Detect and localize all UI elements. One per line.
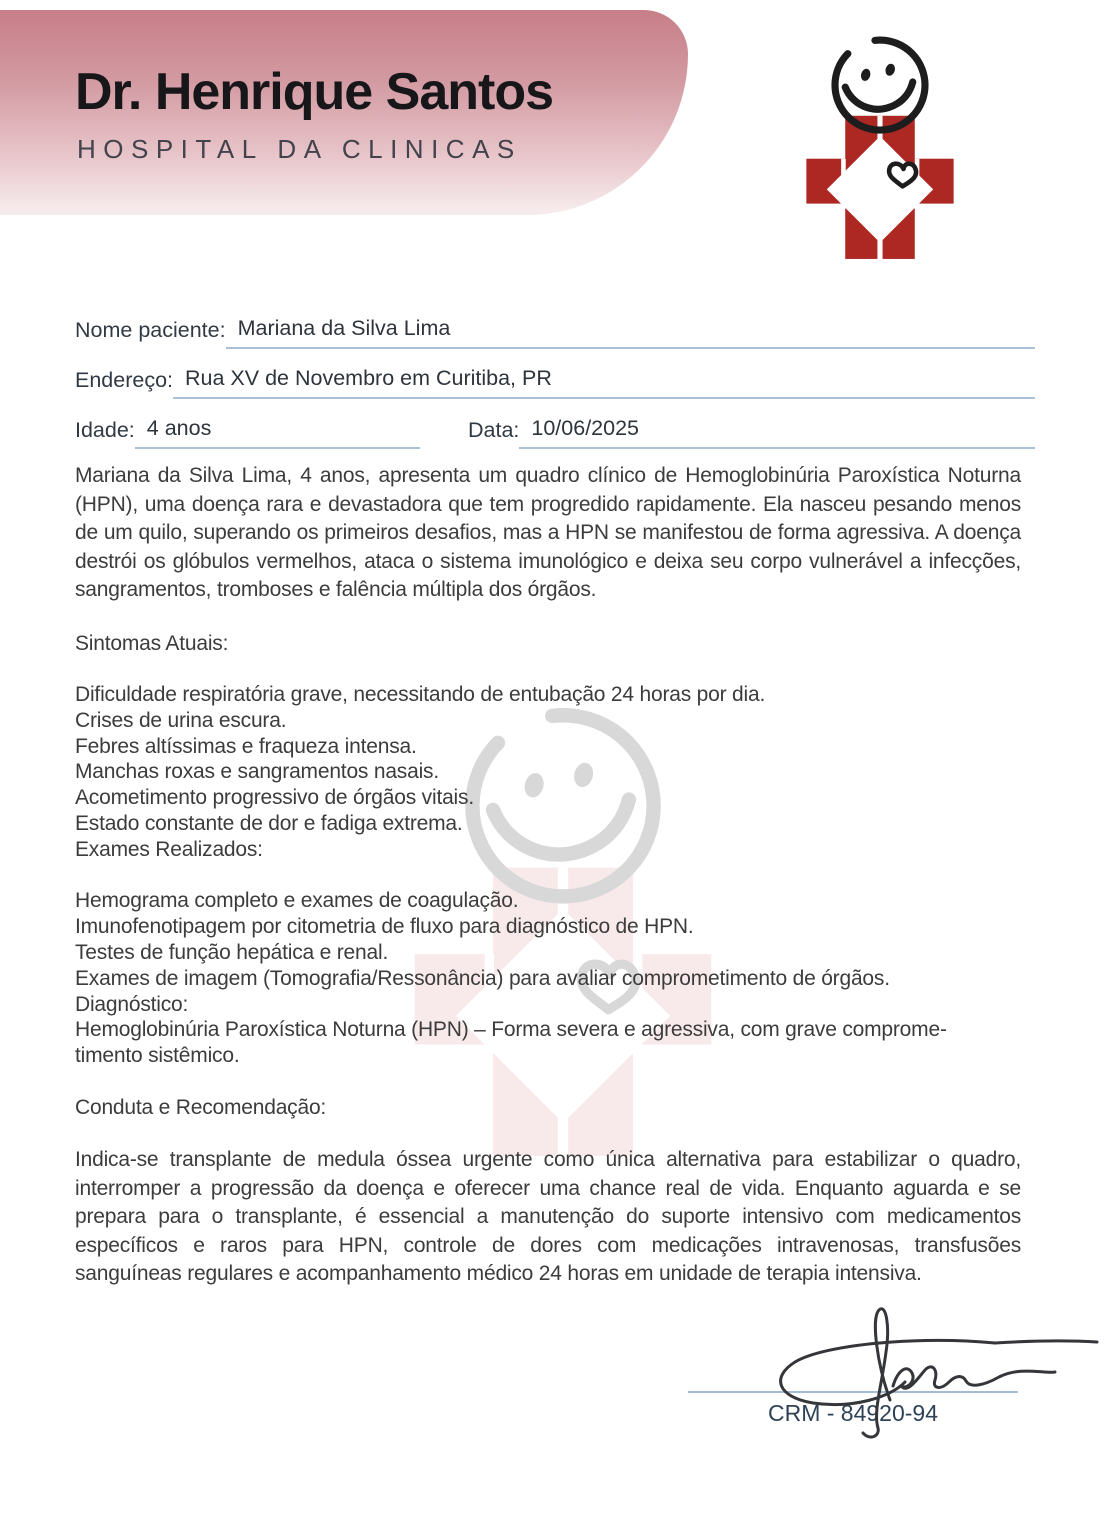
field-value-nome: Mariana da Silva Lima — [226, 316, 1035, 349]
patient-fields — [75, 316, 1035, 466]
logo-svg — [798, 36, 962, 261]
doctor-signature-icon — [755, 1302, 1104, 1447]
field-value-data: 10/06/2025 — [519, 416, 1035, 449]
field-value-endereco: Rua XV de Novembro em Curitiba, PR — [173, 366, 1035, 399]
letterhead-header — [0, 10, 688, 215]
crm-number: CRM - 84920-94 — [767, 1400, 939, 1426]
field-row-nome — [75, 316, 1035, 349]
exam-line: Imunofenotipagem por citometria de fluxo para diagnóstico de HPN. — [75, 915, 694, 939]
exam-line: Hemograma completo e exames de coagulação. — [75, 889, 519, 913]
diagnosis-line: Hemoglobinúria Paroxística Noturna (HPN) – Forma severa e agressiva, com grave comprome- — [75, 1018, 947, 1042]
hospital-name: HOSPITAL DA CLINICAS — [77, 134, 522, 164]
conduct-paragraph: Indica-se transplante de medula óssea urgente como única alternativa para estabilizar o quadro, interromper a progressão da doença e oferecer uma chance real de vida. Enquanto aguarda e se prepara para o transplante, é essencial a manutenção do suporte intensivo com medicamentos específicos e raros para HPN, controle de dores com medicações intravenosas, transfusões sanguíneas regulares e acompanhamento médico 24 horas em unidade de terapia intensiva. — [75, 1148, 1021, 1286]
symptom-line: Acometimento progressivo de órgãos vitais. — [75, 786, 474, 810]
field-cell-data — [468, 416, 1035, 449]
conduct-heading: Conduta e Recomendação: — [75, 1095, 327, 1119]
diagnosis-line: timento sistêmico. — [75, 1044, 240, 1068]
field-row-idade-data — [75, 416, 1035, 449]
intro-paragraph: Mariana da Silva Lima, 4 anos, apresenta um quadro clínico de Hemoglobinúria Paroxística Noturna (HPN), uma doença rara e devastadora que tem progredido rapidamente. Ela nasceu pesando menos de um quilo, superando os primeiros desafios, mas a HPN se manifestou de forma agressiva. A doença destrói os glóbulos vermelhos, ataca o sistema imunológico e deixa seu corpo vulnerável a infecções, sangramentos, tromboses e falência múltipla dos órgãos. — [75, 464, 1021, 601]
diagnosis-heading: Diagnóstico: — [75, 992, 189, 1016]
doctor-name: Dr. Henrique Santos — [75, 63, 553, 121]
signature-svg — [755, 1302, 1104, 1447]
symptom-line: Dificuldade respiratória grave, necessitando de entubação 24 horas por dia. — [75, 683, 766, 707]
symptom-line: Febres altíssimas e fraqueza intensa. — [75, 734, 417, 758]
symptom-line: Manchas roxas e sangramentos nasais. — [75, 760, 439, 784]
symptom-line: Estado constante de dor e fadiga extrema. — [75, 812, 463, 836]
exam-line: Testes de função hepática e renal. — [75, 941, 389, 965]
field-value-idade: 4 anos — [135, 416, 420, 449]
field-row-endereco — [75, 366, 1035, 399]
hospital-logo-icon — [798, 36, 962, 261]
exams-heading: Exames Realizados: — [75, 837, 263, 861]
field-cell-idade — [75, 416, 420, 449]
field-label-idade: Idade: — [75, 418, 135, 442]
field-label-endereco: Endereço: — [75, 368, 174, 392]
symptoms-heading: Sintomas Atuais: — [75, 631, 229, 655]
field-label-data: Data: — [468, 418, 520, 442]
field-label-nome: Nome paciente: — [75, 318, 226, 342]
letter-body — [75, 462, 1021, 1315]
exam-line: Exames de imagem (Tomografia/Ressonância) para avaliar comprometimento de órgãos. — [75, 966, 890, 990]
symptom-line: Crises de urina escura. — [75, 708, 287, 732]
